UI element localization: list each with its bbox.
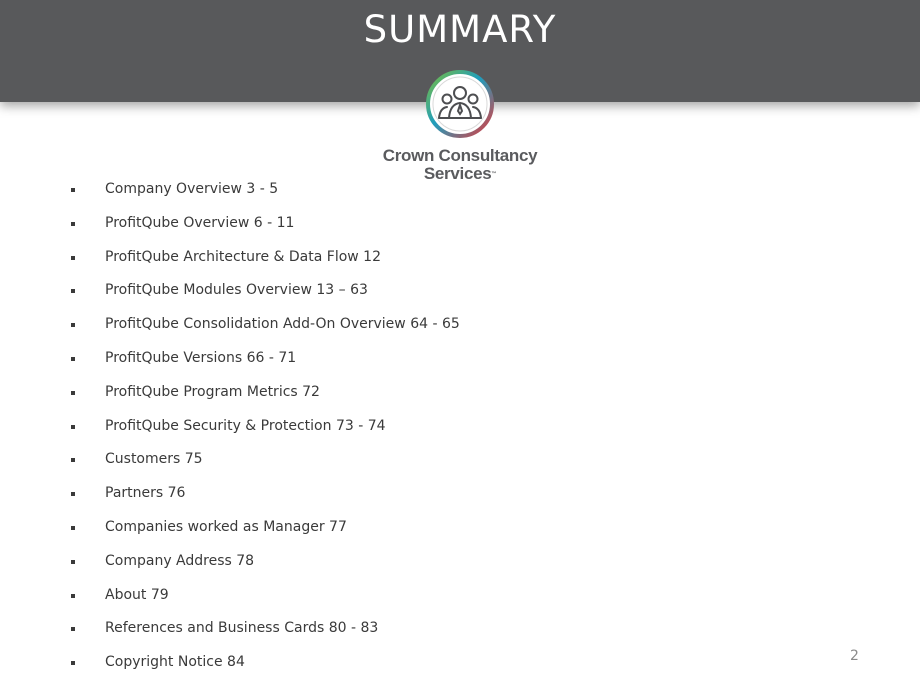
summary-item-label: Companies worked as Manager 77 — [105, 518, 347, 535]
summary-item-label: ProfitQube Versions 66 - 71 — [105, 349, 297, 366]
summary-item-label: Company Overview 3 - 5 — [105, 181, 279, 197]
slide-title: SUMMARY — [363, 8, 557, 51]
bullet — [71, 492, 75, 496]
bullet — [71, 560, 75, 564]
bullet — [71, 661, 75, 665]
bullet — [71, 289, 75, 293]
bullet — [71, 458, 75, 462]
summary-item-label: ProfitQube Architecture & Data Flow 12 — [105, 248, 381, 265]
summary-item-label: Company Address 78 — [105, 552, 255, 569]
page-number: 2 — [850, 648, 859, 664]
company-logo — [380, 68, 540, 186]
summary-item-label: Customers 75 — [105, 451, 203, 468]
summary-item-label: ProfitQube Security & Protection 73 - 74 — [105, 417, 386, 434]
summary-item-label: ProfitQube Consolidation Add-On Overview 64 - 65 — [105, 316, 460, 333]
bullet — [71, 256, 75, 260]
summary-item-label: Copyright Notice 84 — [105, 654, 245, 671]
company-name-line1: Crown Consultancy — [382, 146, 538, 165]
summary-item-label: ProfitQube Overview 6 - 11 — [105, 214, 295, 231]
bullet — [71, 526, 75, 530]
bullet — [71, 425, 75, 429]
bullet — [71, 627, 75, 631]
bullet — [71, 188, 75, 192]
summary-item-label: About 79 — [105, 586, 169, 603]
summary-item-label: ProfitQube Program Metrics 72 — [105, 383, 320, 400]
bullet — [71, 357, 75, 361]
summary-item-label: ProfitQube Modules Overview 13 – 63 — [105, 282, 368, 299]
bullet — [71, 594, 75, 598]
trademark: ™ — [491, 171, 497, 177]
company-name-line2 — [380, 165, 540, 183]
company-name — [380, 147, 540, 183]
company-name-line2-text: Services — [423, 164, 492, 183]
team-icon — [424, 68, 496, 140]
summary-item-label: References and Business Cards 80 - 83 — [105, 620, 379, 637]
bullet — [71, 391, 75, 395]
summary-item-label: Partners 76 — [105, 485, 186, 502]
bullet — [71, 222, 75, 226]
bullet — [71, 323, 75, 327]
